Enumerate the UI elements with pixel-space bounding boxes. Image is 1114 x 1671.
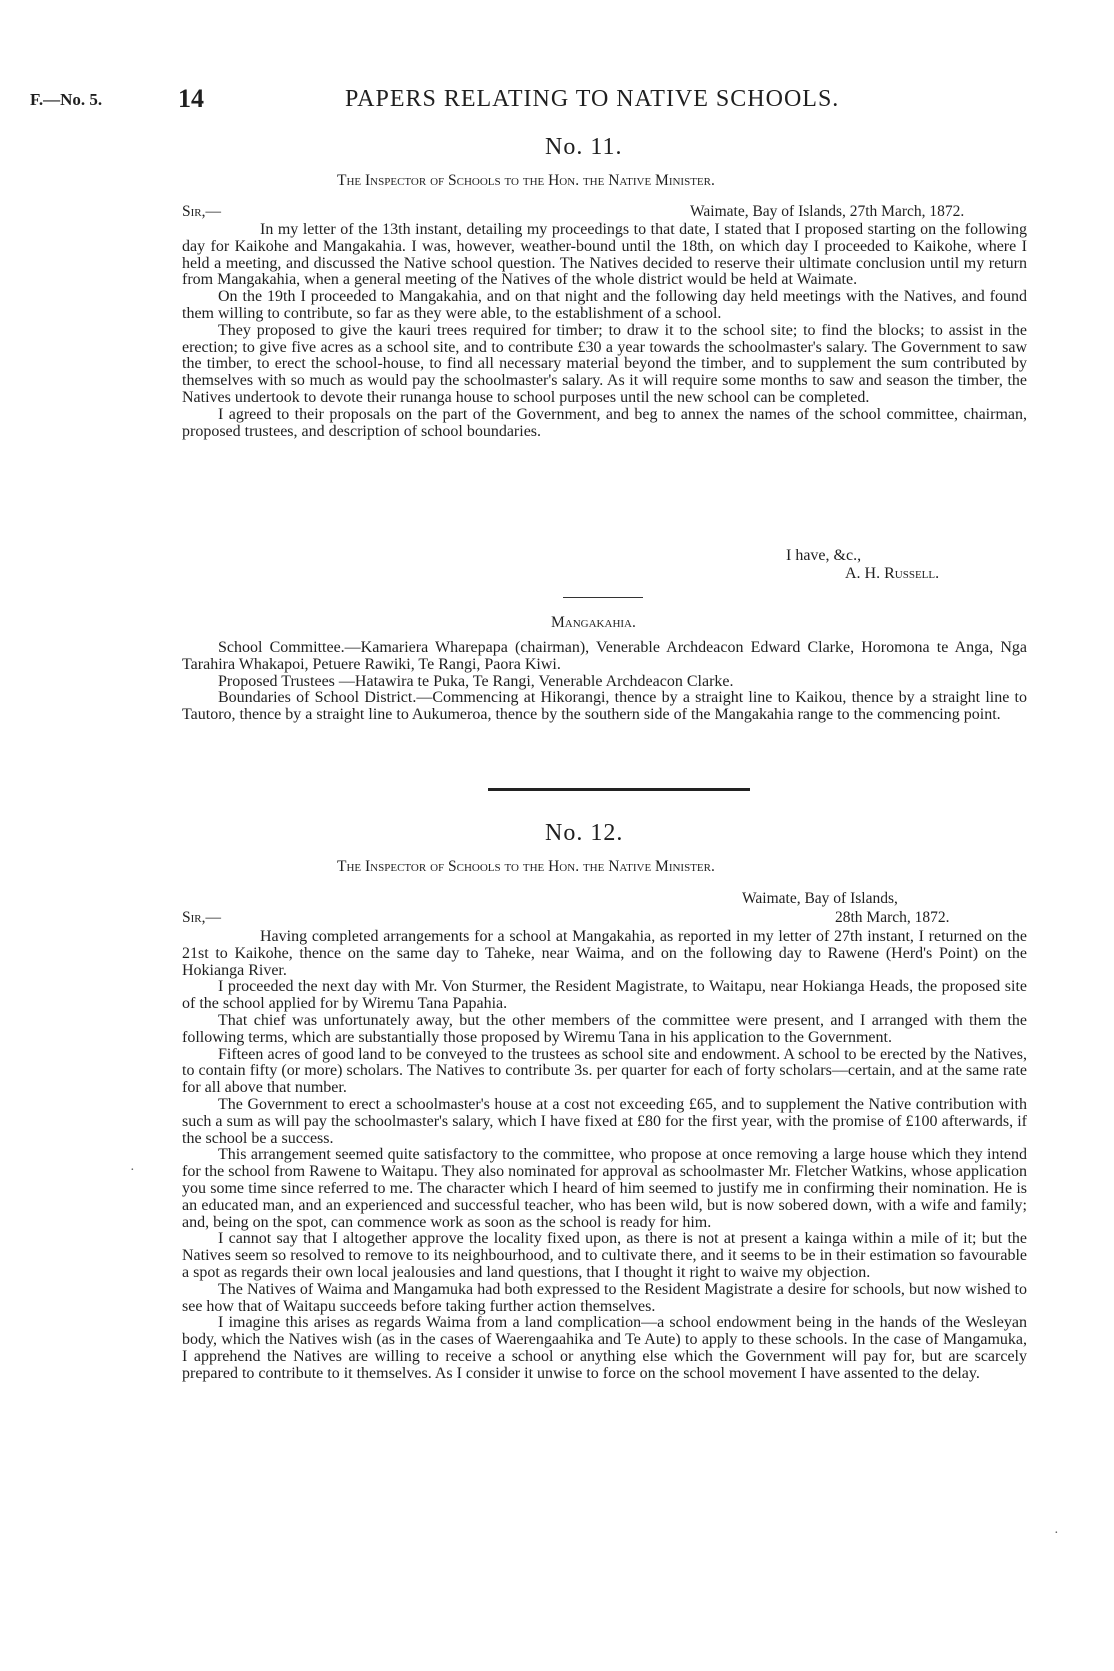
enclosure-paragraph: Proposed Trustees —Hatawira te Puka, Te Rangi, Venerable Archdeacon Clarke. xyxy=(218,672,734,690)
running-title: PAPERS RELATING TO NATIVE SCHOOLS. xyxy=(345,86,840,112)
margin-mark: · xyxy=(1054,1526,1059,1541)
enclosure-paragraph: Boundaries of School District.—Commencing at Hikorangi, thence by a straight line to Kaikou, thence by a straight line to Tautoro, thence by a straight line to Aukumeroa, thence by the southern side of the Mangakahia range to the commencing point. xyxy=(182,689,1027,724)
enclosure-body xyxy=(182,640,1027,724)
letter-11-paragraph: They proposed to give the kauri trees required for timber; to draw it to the school site; to find the blocks; to assist in the erection; to give five acres as a school site, and to contribute £30 a year towards the schoolmaster's salary. The Government to saw the timber, to erect the school-house, to find all necessary material beyond the timber, and to supplement the sum contributed by themselves with so much as would pay the schoolmaster's salary. As it will require some months to saw and season the timber, the Natives undertook to devote their runanga house to school purposes until the new school can be completed. xyxy=(182,321,1027,406)
letter-11-subtitle: The Inspector of Schools to the Hon. the Native Minister. xyxy=(337,172,715,189)
letter-11-paragraph: On the 19th I proceeded to Mangakahia, and on that night and the following day held meetings with the Natives, and found them willing to contribute, so far as they were able, to the establishment of a school. xyxy=(182,288,1027,322)
short-divider xyxy=(563,597,643,598)
letter-12-paragraph: Having completed arrangements for a school at Mangakahia, as reported in my letter of 27th instant, I returned on the 21st to Kaikohe, thence on the same day to Taheke, near Waima, and on the following day to Rawene (Herd's Point) on the Hokianga River. xyxy=(182,928,1027,979)
paper-reference: F.—No. 5. xyxy=(30,90,103,109)
enclosure-heading: Mangakahia. xyxy=(551,614,636,631)
letter-11-number: No. 11. xyxy=(545,134,623,160)
letter-12-paragraph: This arrangement seemed quite satisfactory to the committee, who propose at once removing a large house which they intend for the school from Rawene to Waitapu. They also nominated for approval as schoolmaster Mr. Fletcher Watkins, whose application you some time since referred to me. The character which I heard of him seemed to justify me in confirming their nomination. He is an educated man, and an experienced and successful teacher, who has been wild, but is now sobered down, with a wife and family; and, being on the spot, can commence work as soon as the school is ready for him. xyxy=(182,1146,1027,1231)
letter-12-dateline-date: 28th March, 1872. xyxy=(835,909,950,926)
letter-12-paragraph: Fifteen acres of good land to be conveyed to the trustees as school site and endowment. A school to be erected by the Natives, to contain fifty (or more) scholars. The Natives to contribute 3s. per quarter for each of forty scholars—certain, and at the same rate for all above that number. xyxy=(182,1045,1027,1097)
letter-12-body xyxy=(182,929,1027,1383)
letter-12-paragraph: That chief was unfortunately away, but the other members of the committee were present, and I arranged with them the following terms, which are substantially those proposed by Wiremu Tana in his application to the Government. xyxy=(182,1011,1027,1046)
letter-11-body xyxy=(182,222,1027,440)
letter-12-salutation: Sir,— xyxy=(182,909,221,926)
running-header xyxy=(30,82,1070,122)
letter-12-paragraph: The Natives of Waima and Mangamuka had both expressed to the Resident Magistrate a desire for schools, but now wished to see how that of Waitapu succeeds before taking further action themselves. xyxy=(182,1280,1027,1315)
letter-12-dateline-place: Waimate, Bay of Islands, xyxy=(742,890,898,907)
letter-11-signature: A. H. Russell. xyxy=(845,565,940,582)
page-number: 14 xyxy=(178,84,204,113)
letter-12-paragraph: I cannot say that I altogether approve the locality fixed upon, as there is not at present a kainga within a mile of it; but the Natives seem so resolved to remove to its neighbourhood, and to cultivate there, and it seems to be in their estimation so favourable a spot as regards their own local jealousies and land questions, that I thought it right to waive my objection. xyxy=(182,1230,1027,1281)
letter-12-paragraph: I imagine this arises as regards Waima from a land complication—a school endowment being in the hands of the Wesleyan body, which the Natives wish (as in the cases of Waerengaahika and Te Aute) to apply to these schools. In the case of Mangamuka, I apprehend the Natives are willing to receive a school or anything else which the Government will pay for, but are scarcely prepared to contribute to it themselves. As I consider it unwise to force on the school movement I have assented to the delay. xyxy=(182,1314,1027,1382)
letter-11-dateline: Waimate, Bay of Islands, 27th March, 1872. xyxy=(690,203,965,220)
letter-12-paragraph: I proceeded the next day with Mr. Von Sturmer, the Resident Magistrate, to Waitapu, near Hokianga Heads, the proposed site of the school applied for by Wiremu Tana Papahia. xyxy=(182,978,1027,1013)
enclosure-paragraph: School Committee.—Kamariera Wharepapa (chairman), Venerable Archdeacon Edward Clarke, Horomona te Anga, Nga Tarahira Whakapoi, Petuere Rawiki, Te Rangi, Paora Kiwi. xyxy=(182,639,1027,673)
letter-12-number: No. 12. xyxy=(545,820,624,846)
letter-11-paragraph: In my letter of the 13th instant, detailing my proceedings to that date, I stated that I proposed starting on the following day for Kaikohe and Mangakahia. I was, however, weather-bound until the 18th, on which day I proceeded to Kaikohe, where I held a meeting, and discussed the Native school question. The Natives decided to reserve their ultimate conclusion until my return from Mangakahia, when a general meeting of the Natives of the whole district would be held at Waimate. xyxy=(182,221,1027,289)
letter-11-closing: I have, &c., xyxy=(786,547,862,564)
margin-mark: · xyxy=(130,1163,135,1178)
letter-11-salutation: Sir,— xyxy=(182,203,221,220)
letter-12-paragraph: The Government to erect a schoolmaster's house at a cost not exceeding £65, and to supplement the Native contribution with such a sum as will pay the schoolmaster's salary, which I have fixed at £80 for the first year, with the promise of £100 afterwards, if the school be a success. xyxy=(182,1095,1027,1147)
letter-12-subtitle: The Inspector of Schools to the Hon. the Native Minister. xyxy=(337,858,715,875)
letter-11-paragraph: I agreed to their proposals on the part of the Government, and beg to annex the names of the school committee, chairman, proposed trustees, and description of school boundaries. xyxy=(182,405,1027,440)
section-divider xyxy=(488,788,750,791)
